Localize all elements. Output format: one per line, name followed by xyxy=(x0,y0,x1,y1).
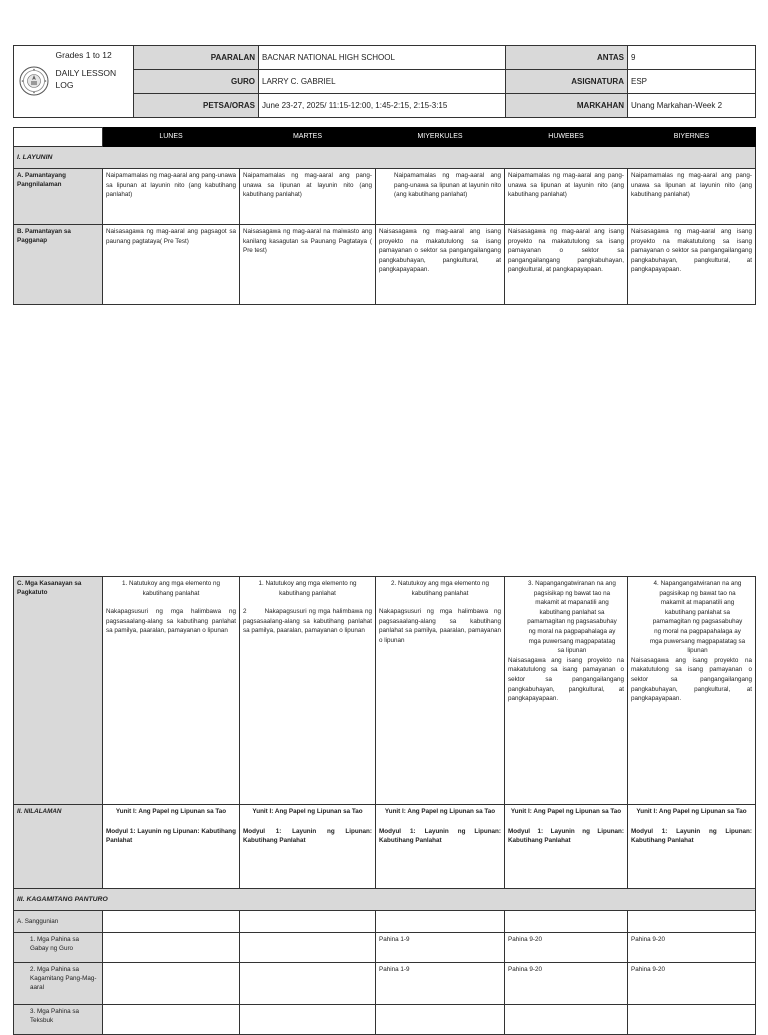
content-standard-cell: Naipamamalas ng mag-aaral ang pang-unawa sa lipunan at layunin nito (ang kabutihang panlahat) xyxy=(628,169,756,225)
grades-text: Grades 1 to 12 xyxy=(55,50,112,60)
performance-standard-cell: Naisasagawa ng mag-aaral ang isang proyekto na makatutulong sa isang pamayanan o sektor sa pangangailangang pangkabuhayan, pangkultural, at pangkapayapaan. xyxy=(505,225,628,305)
section-layunin-row xyxy=(14,147,756,169)
textbook-row xyxy=(14,1005,756,1035)
teacher-guide-cell: Pahina 9-20 xyxy=(628,933,756,963)
competency-body: Naisasagawa ang isang proyekto na makatutulong sa isang pamayanan o sektor sa pangangailangang pangkabuhayan, pangkultural, at pangkapayapaan. xyxy=(631,656,752,703)
teacher-guide-cell: Pahina 1-9 xyxy=(376,933,505,963)
content-standard-cell: Naipamamalas ng mag-aaral ang pang-unawa sa lipunan at layunin nito (ang kabutihang panlahat) xyxy=(505,169,628,225)
teacher-guide-label: 1. Mga Pahina sa Gabay ng Guro xyxy=(14,933,103,963)
content-cell-wednesday: Yunit I: Ang Papel ng Lipunan sa Tao Modyul 1: Layunin ng Lipunan: Kabutihang Panlahat xyxy=(376,805,505,889)
competencies-row xyxy=(14,577,756,805)
references-label: A. Sanggunian xyxy=(14,911,103,933)
content-section-title: II. NILALAMAN xyxy=(14,805,103,889)
learner-material-cell: Pahina 9-20 xyxy=(505,963,628,1005)
empty-cell xyxy=(376,911,505,933)
competencies-table xyxy=(13,576,756,1035)
date-value: June 23-27, 2025/ 11:15-12:00, 1:45-2:15, 2:15-3:15 xyxy=(259,94,506,118)
doc-title-cell xyxy=(54,46,134,118)
performance-standard-cell: Naisasagawa ng mag-aaral ang isang proyekto na makatutulong sa isang pamayanan o sektor sa pangangailangang pangkabuhayan, pangkultural, at pangkapayapaan. xyxy=(628,225,756,305)
references-row xyxy=(14,911,756,933)
content-standard-cell: Naipamamalas ng mag-aaral ang pang-unawa sa lipunan at layunin nito (ang kabutihang panlahat) xyxy=(103,169,240,225)
performance-standard-row xyxy=(14,225,756,305)
learner-material-cell: Pahina 9-20 xyxy=(628,963,756,1005)
grade-value: 9 xyxy=(628,46,756,70)
competencies-label: C. Mga Kasanayan sa Pagkatuto xyxy=(14,577,103,805)
competency-body: 2 Nakapagsusuri ng mga halimbawa ng pagsasaalang-alang sa kabutihang panlahat sa pamilya, paaralan, pamayanan o lipunan xyxy=(243,608,373,635)
day-thursday: HUWEBES xyxy=(505,128,628,147)
learner-material-cell xyxy=(240,963,376,1005)
day-friday: BIYERNES xyxy=(628,128,756,147)
performance-standard-label: B. Pamantayan sa Pagganap xyxy=(14,225,103,305)
doc-title-line1: DAILY LESSON xyxy=(55,68,117,78)
learner-material-row xyxy=(14,963,756,1005)
quarter-label: MARKAHAN xyxy=(506,94,628,118)
textbook-label: 3. Mga Pahina sa Teksbuk xyxy=(14,1005,103,1035)
day-header-row xyxy=(14,128,756,147)
section-layunin-title: I. LAYUNIN xyxy=(14,147,756,169)
content-standard-cell: Naipamamalas ng mag-aaral ang pang-unawa sa lipunan at layunin nito (ang kabutihang panlahat) xyxy=(240,169,376,225)
content-standard-label: A. Pamantayang Pangnilalaman xyxy=(14,169,103,225)
school-value: BACNAR NATIONAL HIGH SCHOOL xyxy=(259,46,506,70)
competency-head: 4. Napangangatwiranan na ang pagsisikap ng bawat tao na makamit at mapanatili ang kabutihang panlahat sa pamamagitan ng pagsasabuhay ng moral na pagpapahalaga ay mga puwersang magpapatatag sa lipunan xyxy=(649,580,746,655)
performance-standard-cell: Naisasagawa ng mag-aaral ang isang proyekto na makatutulong sa isang pamayanan o sektor sa pangangailangang pangkabuhayan, pangkultural, at pangkapayapaan. xyxy=(376,225,505,305)
day-tuesday: MARTES xyxy=(240,128,376,147)
day-wednesday: MIYERKULES xyxy=(376,128,505,147)
content-standard-row xyxy=(14,169,756,225)
competency-body: Nakapagsusuri ng mga halimbawa ng pagsasaalang-alang sa kabutihang panlahat sa pamilya, paaralan, pamayanan o lipunan xyxy=(106,608,236,635)
teacher-value: LARRY C. GABRIEL xyxy=(259,70,506,94)
textbook-cell xyxy=(505,1005,628,1035)
date-label: PETSA/ORAS xyxy=(134,94,259,118)
learner-material-label: 2. Mga Pahina sa Kagamitang Pang-Mag-aaral xyxy=(14,963,103,1005)
competency-head: 2. Natutukoy ang mga elemento ng kabutihang panlahat xyxy=(390,580,490,597)
performance-standard-cell: Naisasagawa ng mag-aaral na maiwasto ang kanilang kasagutan sa Paunang Pagtataya ( Pre test) xyxy=(240,225,376,305)
competency-head: 1. Natutukoy ang mga elemento ng kabutihang panlahat xyxy=(121,580,221,597)
deped-seal-icon xyxy=(19,66,49,96)
content-cell-monday: Yunit I: Ang Papel ng Lipunan sa Tao Modyul 1: Layunin ng Lipunan: Kabutihang Panlahat xyxy=(103,805,240,889)
grade-label: ANTAS xyxy=(506,46,628,70)
learner-material-cell: Pahina 1-9 xyxy=(376,963,505,1005)
empty-cell xyxy=(505,911,628,933)
competencies-cell-monday xyxy=(103,577,240,805)
content-cell-thursday: Yunit I: Ang Papel ng Lipunan sa Tao Modyul 1: Layunin ng Lipunan: Kabutihang Panlahat xyxy=(505,805,628,889)
teacher-label: GURO xyxy=(134,70,259,94)
day-monday: LUNES xyxy=(103,128,240,147)
textbook-cell xyxy=(103,1005,240,1035)
content-cell-tuesday: Yunit I: Ang Papel ng Lipunan sa Tao Modyul 1: Layunin ng Lipunan: Kabutihang Panlahat xyxy=(240,805,376,889)
competencies-cell-tuesday xyxy=(240,577,376,805)
competency-body: Nakapagsusuri ng mga halimbawa ng pagsasaalang-alang sa kabutihang panlahat sa pamilya, paaralan, pamayanan o lipunan xyxy=(379,608,501,644)
textbook-cell xyxy=(628,1005,756,1035)
empty-cell xyxy=(628,911,756,933)
teacher-guide-cell xyxy=(240,933,376,963)
competency-head: 1. Natutukoy ang mga elemento ng kabutihang panlahat xyxy=(258,580,357,597)
competencies-cell-wednesday xyxy=(376,577,505,805)
learner-material-cell xyxy=(103,963,240,1005)
quarter-value: Unang Markahan-Week 2 xyxy=(628,94,756,118)
teacher-guide-cell xyxy=(103,933,240,963)
teacher-guide-row xyxy=(14,933,756,963)
day-header-blank xyxy=(14,128,103,147)
competency-body: Naisasagawa ang isang proyekto na makatutulong sa isang pamayanan o sektor sa pangangailangang pangkabuhayan, pangkultural, at pangkapayapaan. xyxy=(508,656,624,703)
textbook-cell xyxy=(376,1005,505,1035)
empty-cell xyxy=(240,911,376,933)
content-cell-friday: Yunit I: Ang Papel ng Lipunan sa Tao Modyul 1: Layunin ng Lipunan: Kabutihang Panlahat xyxy=(628,805,756,889)
school-label: PAARALAN xyxy=(134,46,259,70)
subject-label: ASIGNATURA xyxy=(506,70,628,94)
textbook-cell xyxy=(240,1005,376,1035)
subject-value: ESP xyxy=(628,70,756,94)
objectives-table xyxy=(13,127,756,305)
logo-cell xyxy=(14,46,54,118)
empty-cell xyxy=(103,911,240,933)
competency-head: 3. Napangangatwiranan na ang pagsisikap ng bawat tao na makamit at mapanatili ang kabutihang panlahat sa pamamagitan ng pagsasabuhay ng moral na pagpapahalaga ay mga puwersang magpapatatag sa lipunan xyxy=(527,580,617,655)
header-table xyxy=(13,45,756,118)
teacher-guide-cell: Pahina 9-20 xyxy=(505,933,628,963)
doc-title-line2: LOG xyxy=(55,80,74,90)
performance-standard-cell: Naisasagawa ng mag-aaral ang pagsagot sa paunang pagtataya( Pre Test) xyxy=(103,225,240,305)
content-row xyxy=(14,805,756,889)
competencies-cell-thursday xyxy=(505,577,628,805)
section-materials-title: III. KAGAMITANG PANTURO xyxy=(14,889,756,911)
content-standard-cell: Naipamamalas ng mag-aaral ang pang-unawa sa lipunan at layunin nito (ang kabutihang panlahat) xyxy=(376,169,505,225)
section-materials-row xyxy=(14,889,756,911)
competencies-cell-friday xyxy=(628,577,756,805)
